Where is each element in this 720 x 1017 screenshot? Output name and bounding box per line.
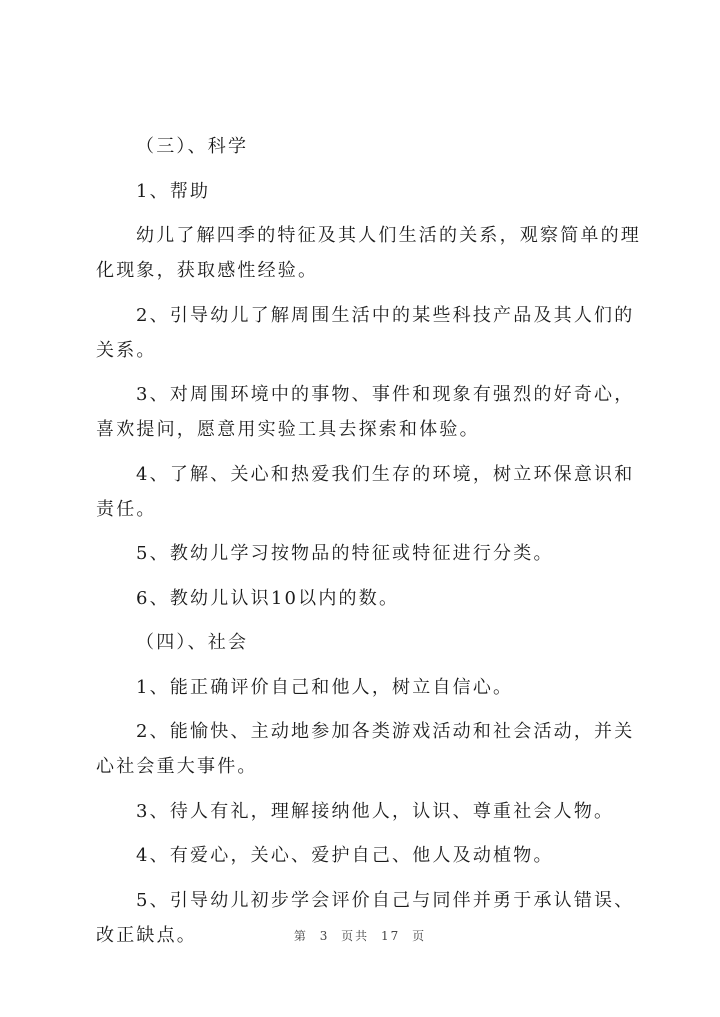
paragraph: 3、对周围环境中的事物、事件和现象有强烈的好奇心，喜欢提问，愿意用实验工具去探索和体验。 bbox=[96, 384, 635, 440]
footer-total-pages: 17 bbox=[381, 929, 401, 943]
footer-page-number: 3 bbox=[319, 929, 330, 943]
paragraph: 3、待人有礼，理解接纳他人，认识、尊重社会人物。 bbox=[136, 800, 615, 822]
paragraph: 5、教幼儿学习按物品的特征或特征进行分类。 bbox=[136, 543, 554, 564]
paragraph: 4、有爱心，关心、爱护自己、他人及动植物。 bbox=[136, 845, 554, 866]
paragraph: 2、引导幼儿了解周围生活中的某些科技产品及其人们的关系。 bbox=[96, 304, 635, 361]
paragraph: 1、帮助 bbox=[136, 180, 211, 202]
page-footer bbox=[0, 927, 720, 944]
footer-suffix: 页 bbox=[412, 929, 427, 943]
section-heading-science: （三）、科学 bbox=[136, 136, 249, 157]
paragraph: 6、教幼儿认识10以内的数。 bbox=[136, 587, 400, 609]
paragraph: 4、了解、关心和热爱我们生存的环境，树立环保意识和责任。 bbox=[96, 463, 635, 520]
section-heading-society: （四）、社会 bbox=[136, 632, 249, 653]
paragraph: 2、能愉快、主动地参加各类游戏活动和社会活动，并关心社会重大事件。 bbox=[96, 721, 635, 777]
footer-middle: 页共 bbox=[341, 929, 370, 943]
footer-prefix: 第 bbox=[293, 929, 308, 943]
paragraph: 1、能正确评价自己和他人，树立自信心。 bbox=[136, 676, 514, 698]
document-body bbox=[96, 129, 644, 962]
paragraph: 幼儿了解四季的特征及其人们生活的关系，观察简单的理化现象，获取感性经验。 bbox=[96, 225, 641, 281]
paragraph: 5、引导幼儿初步学会评价自己与同伴并勇于承认错误、改正缺点。 bbox=[96, 889, 635, 946]
